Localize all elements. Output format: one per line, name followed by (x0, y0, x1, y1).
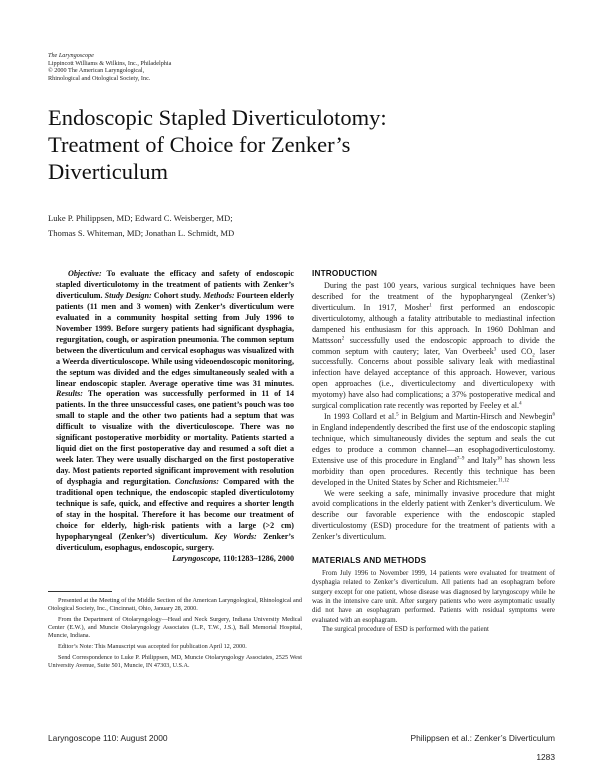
abstract-citation (56, 554, 294, 565)
abstract-keywords: Zenker’s diverticulum, esophagus, endoscopic, surgery. (56, 531, 294, 552)
author-list (48, 211, 348, 240)
masthead-copyright: © 2000 The American Laryngological, (48, 67, 145, 75)
footnote-presented: Presented at the Meeting of the Middle Section of the American Laryngological, Rhinological and Otological Society, Inc., Cincinnati, Ohio, January 28, 2000. (48, 597, 302, 612)
abstract-design-label: Study Design: (104, 290, 152, 300)
abstract-results-label: Results: (56, 389, 83, 399)
abstract-keywords-label: Key Words: (214, 531, 257, 541)
journal-masthead (48, 52, 308, 82)
intro-p2-text-e: has shown less morbidity than open procedures. Recently this technique has been developed in the United States by Scher and Richtsmeier. (312, 455, 555, 487)
co2-subscript: 2 (532, 353, 535, 359)
title-line-1: Endoscopic Stapled Diverticulotomy: (48, 105, 387, 130)
intro-heading: INTRODUCTION (312, 269, 378, 278)
methods-body (312, 569, 555, 634)
right-column (312, 269, 555, 634)
ref-6: 6 (552, 412, 555, 418)
intro-paragraph-3: We were seeking a safe, minimally invasive procedure that might avoid complications in the elderly patient with Zenker’s diverticulum. We describe our favorable experience with the endoscopic stapled diverticulostomy (ESD) procedure for the treatment of patients with a Zenker’s diverticulum. (312, 488, 555, 542)
footnote-divider (48, 591, 112, 592)
intro-p1-text-e: laser successfully. Concerns about possible salivary leak with mediastinal infection have delayed acceptance of this approach. However, various open approaches (i.e., diverticulectomy and diverticulopexy with myotomy) have also had complications; a 37% postoperative medical and surgical complication rate recently was reported by Feeley et al. (312, 346, 555, 411)
intro-p1-text-d: used CO (496, 346, 533, 356)
footnote-correspondence: Send Correspondence to Luke P. Philippsen, MD, Muncie Otolaryngology Associates, 2525 West University Avenue, Suite 501, Muncie, IN 47303, U.S.A. (48, 654, 302, 669)
abstract-design: Cohort study. (151, 290, 204, 300)
footnote-affiliation: From the Department of Otolaryngology—Head and Neck Surgery, Indiana University Medical Center (E.W.), and Muncie Otolaryngology Associates (L.P., T.W., J.S.), Ball Memorial Hospital, Muncie, Indiana. (48, 616, 302, 639)
intro-p2-text-b: in Belgium and Martin-Hirsch and Newbegin (398, 412, 553, 422)
abstract (56, 269, 294, 565)
intro-paragraph-2 (312, 412, 555, 488)
ref-5: 5 (396, 412, 399, 418)
intro-p2-text-c: in England independently described the first use of the endoscopic stapling technique, which simultaneously divides the septum and seals the cut edges to produce a common channel—an esophagodiverticulostomy. Extensive use of this procedure in England (312, 422, 555, 465)
ref-10: 10 (496, 456, 502, 462)
footnote-editor: Editor’s Note: This Manuscript was accepted for publication April 12, 2000. (58, 642, 247, 650)
masthead-publisher: Lippincott Williams & Wilkins, Inc., Philadelphia (48, 59, 172, 67)
methods-paragraph-2: The surgical procedure of ESD is performed with the patient (322, 625, 489, 633)
methods-heading: MATERIALS AND METHODS (312, 556, 427, 566)
masthead-journal: The Laryngoscope (48, 52, 94, 59)
abstract-conclusions: Compared with the traditional open technique, the endoscopic stapled diverticulotomy technique is safe, quick, and effective and requires a shorter length of stay in the hospital. Therefore it has become our treatment of choice for elderly, high-risk patients with a large (>2 cm) hypopharyngeal (Zenker’s) diverticulum. (56, 477, 294, 541)
ref-3: 3 (493, 346, 497, 352)
intro-p2-text-d: and Italy (464, 455, 497, 465)
ref-2: 2 (341, 335, 345, 341)
citation-journal: Laryngoscope, (172, 553, 221, 563)
footer-journal-issue: Laryngoscope 110: August 2000 (48, 733, 168, 743)
abstract-results: The operation was successfully performed in 11 of 14 patients. In the three unsuccessful cases, one patient’s pouch was too small to staple and the other two patients had a septum that was difficult to visualize with the diverticuloscope. There was no significant postoperative morbidity or mortality. Patients started a liquid diet on the first postoperative day and resumed a soft diet a week later. They were usually discharged on the first postoperative day. Most patients reported significant improvement with resolution of dysphagia and regurgitation. (56, 389, 294, 487)
intro-p1-text-c: successfully used the endoscopic approach to divide the common septum with cautery; later, Van Overbeek (312, 335, 555, 356)
article-title (48, 104, 568, 185)
ref-7-9: 7–9 (456, 456, 465, 462)
intro-p1-text-b: first performed an endoscopic diverticulotomy, although a fatality attributable to mediastinal infection dampened his enthusiasm for this approach. In 1960 Dohlman and Mattsson (312, 302, 555, 345)
authors-line-1: Luke P. Philippsen, MD; Edward C. Weisberger, MD; (48, 213, 233, 223)
citation-pages: 110:1283–1286, 2000 (220, 553, 294, 563)
abstract-methods: Fourteen elderly patients (11 men and 3 women) with Zenker’s diverticulum were evaluated in a community hospital setting from July 1996 to November 1999. Before surgery patients had significant dysphagia, regurgitation, cough, or aspiration pneumonia. The common septum between the diverticulum and cervical esophagus was visualized with a Weerda diverticuloscope. While using videoendoscopic monitoring, the septum was divided and the edges simultaneously sealed with a linear endoscopic stapler. Average operative time was 31 minutes. (56, 290, 294, 388)
ref-1: 1 (429, 303, 432, 309)
ref-11-12: 11,12 (497, 477, 509, 483)
footer-running-title: Philippsen et al.: Zenker’s Diverticulum (410, 733, 555, 743)
authors-line-2: Thomas S. Whiteman, MD; Jonathan L. Schmidt, MD (48, 227, 235, 238)
abstract-objective: To evaluate the efficacy and safety of endoscopic stapled diverticulotomy in the treatment of patients with Zenker’s diverticulum. (56, 269, 294, 300)
masthead-society: Rhinological and Otological Society, Inc. (48, 74, 151, 82)
title-line-3: Diverticulum (48, 159, 168, 184)
intro-paragraph-1 (312, 281, 555, 412)
intro-p1-text-a: During the past 100 years, various surgical techniques have been described for the treatment of the hypopharyngeal (Zenker’s) diverticulum. In 1917, Mosher (312, 281, 555, 312)
ref-4: 4 (519, 401, 522, 407)
abstract-objective-label: Objective: (68, 269, 102, 278)
page-number: 1283 (536, 752, 555, 762)
abstract-conclusions-label: Conclusions: (174, 477, 219, 487)
intro-body (312, 281, 555, 543)
methods-paragraph-1: From July 1996 to November 1999, 14 patients were evaluated for treatment of dysphagia related to Zenker’s diverticulum. All patients had an esophagram before surgery except for one patient, whose disease was diagnosed by laryngoscopy while he was in the intensive care unit. After surgery patients who were asymptomatic usually did not have an esophagram performed. Patients with residual symptoms were evaluated with an esophagram. (312, 570, 555, 624)
abstract-methods-label: Methods: (203, 290, 235, 300)
intro-p2-text-a: In 1993 Collard et al. (324, 412, 397, 422)
title-line-2: Treatment of Choice for Zenker’s (48, 132, 351, 157)
footnotes (48, 597, 302, 673)
